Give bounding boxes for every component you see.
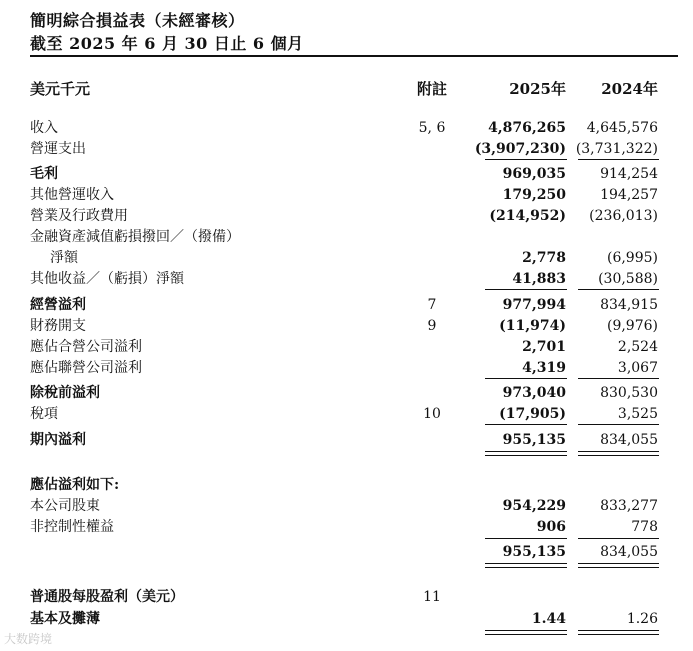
value-2024: 834,055 bbox=[600, 544, 658, 560]
value-2025: 41,883 bbox=[512, 271, 566, 287]
row-label: 除稅前溢利 bbox=[30, 385, 100, 401]
note-column-header: 附註 bbox=[416, 80, 447, 98]
value-2024: (6,995) bbox=[606, 250, 658, 266]
row-label: 基本及攤薄 bbox=[30, 611, 100, 627]
value-2024: (30,588) bbox=[598, 271, 658, 287]
value-2025: 955,135 bbox=[502, 544, 566, 560]
value-2024: (3,731,322) bbox=[575, 141, 658, 157]
value-2025: (214,952) bbox=[489, 208, 566, 224]
row-impairment-net bbox=[0, 248, 693, 268]
total-double-rule-2025 bbox=[485, 451, 567, 456]
row-operating-profit bbox=[0, 295, 693, 315]
row-tax bbox=[0, 404, 693, 424]
subtotal-rule-2024 bbox=[578, 538, 659, 539]
row-eps-heading bbox=[0, 587, 693, 607]
statement-period: 截至 2025 年 6 月 30 日止 6 個月 bbox=[30, 34, 304, 53]
value-2025: 2,701 bbox=[522, 339, 566, 355]
row-attributable-total bbox=[0, 542, 693, 562]
row-label: 普通股每股盈利（美元） bbox=[30, 589, 184, 605]
subtotal-rule-2024 bbox=[578, 424, 659, 425]
row-note: 7 bbox=[427, 297, 437, 313]
column-header-row bbox=[0, 78, 693, 100]
value-2025: (11,974) bbox=[499, 318, 566, 334]
value-2025: (3,907,230) bbox=[474, 141, 566, 157]
value-2025: 4,876,265 bbox=[488, 120, 566, 136]
year-2025-header: 2025年 bbox=[509, 80, 566, 98]
row-label: 期內溢利 bbox=[30, 432, 86, 448]
subtotal-rule-2025 bbox=[485, 424, 567, 425]
row-label: 其他營運收入 bbox=[30, 187, 114, 203]
value-2024: (9,976) bbox=[606, 318, 658, 334]
row-label: 財務開支 bbox=[30, 318, 86, 334]
total-double-rule-2025 bbox=[485, 563, 567, 568]
row-finance-costs bbox=[0, 316, 693, 336]
value-2024: 914,254 bbox=[600, 166, 658, 182]
row-label: 應佔合營公司溢利 bbox=[30, 339, 142, 355]
watermark: 大数跨境 bbox=[4, 632, 53, 646]
value-2024: 778 bbox=[631, 519, 658, 535]
value-2024: 830,530 bbox=[600, 385, 658, 401]
row-profit-for-period bbox=[0, 430, 693, 450]
total-double-rule-2024 bbox=[578, 630, 659, 635]
value-2024: 3,525 bbox=[617, 406, 658, 422]
value-2025: 179,250 bbox=[502, 187, 566, 203]
row-operating-expenses bbox=[0, 139, 693, 159]
row-label: 稅項 bbox=[30, 406, 58, 422]
row-note: 9 bbox=[427, 318, 437, 334]
row-note: 11 bbox=[423, 589, 441, 605]
value-2025: 977,994 bbox=[502, 297, 566, 313]
subtotal-rule-2024 bbox=[578, 159, 659, 160]
row-label: 其他收益／（虧損）淨額 bbox=[30, 271, 184, 287]
subtotal-rule-2025 bbox=[485, 538, 567, 539]
row-label: 金融資產減值虧損撥回／（撥備） bbox=[30, 229, 240, 245]
row-label: 本公司股東 bbox=[30, 498, 100, 514]
value-2025: (17,905) bbox=[499, 406, 566, 422]
row-attributable-heading bbox=[0, 475, 693, 495]
value-2024: 1.26 bbox=[626, 611, 658, 627]
total-double-rule-2024 bbox=[578, 451, 659, 456]
row-jv-profit bbox=[0, 337, 693, 357]
row-other-operating-income bbox=[0, 185, 693, 205]
row-non-controlling bbox=[0, 517, 693, 537]
row-note: 10 bbox=[423, 406, 441, 422]
total-double-rule-2024 bbox=[578, 563, 659, 568]
row-gross-profit bbox=[0, 164, 693, 184]
value-2024: 3,067 bbox=[617, 360, 658, 376]
row-label: 經營溢利 bbox=[30, 297, 86, 313]
subtotal-rule-2024 bbox=[578, 378, 659, 379]
value-2024: 2,524 bbox=[617, 339, 658, 355]
row-label: 營業及行政費用 bbox=[30, 208, 128, 224]
row-note: 5, 6 bbox=[418, 120, 446, 136]
row-other-gains bbox=[0, 269, 693, 289]
row-revenue bbox=[0, 118, 693, 138]
value-2025: 955,135 bbox=[502, 432, 566, 448]
header-rule bbox=[30, 55, 678, 57]
currency-unit-header: 美元千元 bbox=[30, 80, 91, 98]
row-label: 非控制性權益 bbox=[30, 519, 114, 535]
value-2024: (236,013) bbox=[589, 208, 658, 224]
value-2025: 1.44 bbox=[531, 611, 566, 627]
value-2025: 2,778 bbox=[522, 250, 566, 266]
value-2025: 4,319 bbox=[522, 360, 566, 376]
value-2025: 954,229 bbox=[502, 498, 566, 514]
row-label: 毛利 bbox=[30, 166, 58, 182]
total-double-rule-2025 bbox=[485, 630, 567, 635]
value-2024: 834,915 bbox=[600, 297, 658, 313]
row-label: 應佔溢利如下: bbox=[30, 477, 120, 493]
value-2025: 973,040 bbox=[502, 385, 566, 401]
value-2024: 833,277 bbox=[600, 498, 658, 514]
subtotal-rule-2025 bbox=[485, 289, 567, 290]
row-profit-before-tax bbox=[0, 383, 693, 403]
row-admin-expenses bbox=[0, 206, 693, 226]
row-associate-profit bbox=[0, 358, 693, 378]
row-label: 應佔聯營公司溢利 bbox=[30, 360, 142, 376]
value-2025: 906 bbox=[536, 519, 566, 535]
row-basic-diluted bbox=[0, 609, 693, 629]
row-label: 收入 bbox=[30, 120, 58, 136]
value-2024: 834,055 bbox=[600, 432, 658, 448]
year-2024-header: 2024年 bbox=[601, 80, 658, 98]
value-2025: 969,035 bbox=[502, 166, 566, 182]
row-label: 營運支出 bbox=[30, 141, 86, 157]
row-shareholders bbox=[0, 496, 693, 516]
value-2024: 194,257 bbox=[600, 187, 658, 203]
subtotal-rule-2025 bbox=[485, 159, 567, 160]
subtotal-rule-2025 bbox=[485, 378, 567, 379]
subtotal-rule-2024 bbox=[578, 289, 659, 290]
value-2024: 4,645,576 bbox=[586, 120, 658, 136]
row-impairment-heading bbox=[0, 227, 693, 247]
row-label: 淨額 bbox=[50, 250, 78, 266]
statement-title: 簡明綜合損益表（未經審核） bbox=[30, 11, 245, 30]
